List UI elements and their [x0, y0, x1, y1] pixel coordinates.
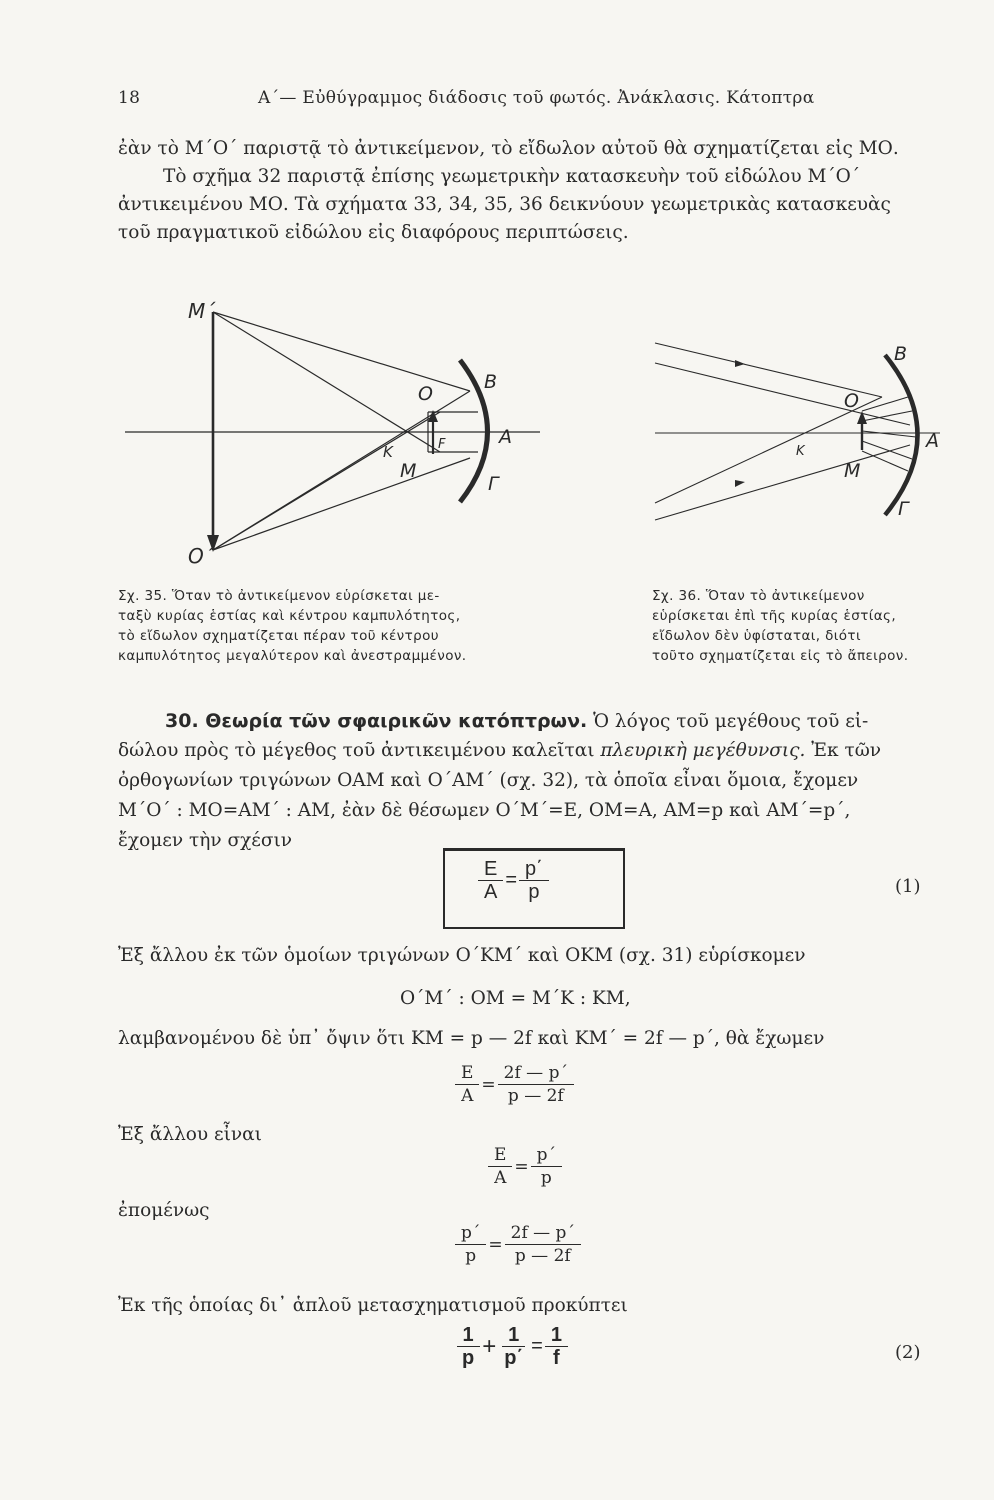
- equation-4: [455, 1222, 581, 1267]
- eq4-den-right: p — 2f: [514, 1246, 571, 1266]
- eq4-num-left: p΄: [455, 1222, 486, 1245]
- text-from-which: Ἐκ τῆς ὁποίας δι᾿ ἁπλοῦ μετασχηματισμοῦ προκύπτει: [118, 1295, 628, 1316]
- eq5-equals: =: [531, 1335, 543, 1357]
- eq4-num-right: 2f — p΄: [505, 1222, 581, 1245]
- equation-3: [488, 1144, 562, 1189]
- section-30-line-5: ἔχομεν τὴν σχέσιν: [118, 830, 293, 851]
- eq5-n3: 1: [545, 1324, 568, 1347]
- fig35-label-b: B: [484, 371, 498, 393]
- fig36-caption-line: εἴδωλον δὲν ὑφίσταται, διότι: [652, 628, 861, 644]
- text-taking-into-account: λαμβανομένου δὲ ὑπ᾿ ὄψιν ὅτι ΚΜ = p — 2f καὶ ΚΜ΄ = 2f — p΄, θὰ ἔχωμεν: [118, 1028, 825, 1049]
- intro-line-3: ἀντικειμένου ΜΟ. Τὰ σχήματα 33, 34, 35, 36 δεικνύουν γεωμετρικὰς κατασκευὰς: [118, 194, 891, 215]
- equation-2-number: (2): [895, 1342, 921, 1363]
- section-30-line-2a: δώλου πρὸς τὸ μέγεθος τοῦ ἀντικειμένου καλεῖται: [118, 740, 595, 761]
- running-title: Α΄— Εὐθύγραμμος διάδοσις τοῦ φωτός. Ἀνάκλασις. Κάτοπτρα: [258, 88, 815, 108]
- fig36-ray-1: [655, 343, 882, 397]
- fig36-ray-5: [862, 397, 908, 411]
- fig35-label-o-prime: Ο΄: [188, 544, 214, 568]
- eq2-equals: =: [481, 1074, 496, 1095]
- eq1-num-left: E: [478, 858, 503, 881]
- text-similar-triangles: Ἐξ ἄλλου ἐκ τῶν ὁμοίων τριγώνων Ο΄ΚΜ΄ καὶ ΟΚΜ (σχ. 31) εὑρίσκομεν: [118, 945, 806, 966]
- equation-2-lens-formula: [456, 1324, 568, 1369]
- equation-2: [455, 1062, 574, 1107]
- fig36-label-a: A: [926, 430, 939, 452]
- fig36-ray-7: [862, 431, 916, 437]
- fig35-caption-line: ταξὺ κυρίας ἑστίας καὶ κέντρου καμπυλότητος,: [118, 608, 461, 624]
- intro-line-4: τοῦ πραγματικοῦ εἰδώλου εἰς διαφόρους περιπτώσεις.: [118, 222, 629, 243]
- fig35-caption-line: καμπυλότητος μεγαλύτερον καὶ ἀνεστραμμένον.: [118, 648, 467, 664]
- equation-1: [478, 858, 549, 903]
- section-30-line-3: ὀρθογωνίων τριγώνων ΟΑΜ καὶ Ο΄ΑΜ΄ (σχ. 32), τὰ ὁποῖα εἶναι ὅμοια, ἔχομεν: [118, 770, 859, 791]
- equation-1-number: (1): [895, 876, 921, 897]
- fig35-caption-line: Σχ. 35. Ὅταν τὸ ἀντικείμενον εὑρίσκεται με-: [118, 588, 440, 604]
- fig36-ray-9: [862, 451, 908, 471]
- eq5-d3: f: [553, 1347, 560, 1369]
- fig35-label-m-prime: Μ΄: [188, 299, 216, 323]
- section-30-line-1-rest: Ὁ λόγος τοῦ μεγέθους τοῦ εἰ-: [593, 711, 869, 732]
- eq4-equals: =: [488, 1234, 503, 1255]
- eq2-den-right: p — 2f: [507, 1086, 564, 1106]
- eq1-den-right: p: [528, 881, 540, 903]
- eq3-num-right: p΄: [531, 1144, 562, 1167]
- eq1-equals: =: [505, 869, 518, 891]
- figure-36: [640, 325, 970, 525]
- section-heading: 30. Θεωρία τῶν σφαιρικῶν κατόπτρων.: [165, 710, 588, 732]
- fig36-caption-line: εὑρίσκεται ἐπὶ τῆς κυρίας ἑστίας,: [652, 608, 897, 624]
- fig36-label-b: B: [894, 343, 908, 365]
- section-30-line-2: [118, 740, 962, 761]
- fig35-label-gamma: Γ: [488, 473, 499, 495]
- section-30-line-2b: Ἐκ τῶν: [811, 740, 882, 761]
- section-30-line-4: Μ΄Ο΄ : ΜΟ=ΑΜ΄ : ΑΜ, ἐὰν δὲ θέσωμεν Ο΄Μ΄=Ε, ΟΜ=Α, ΑΜ=p καὶ ΑΜ΄=p΄,: [118, 800, 851, 821]
- fig35-caption-line: τὸ εἴδωλον σχηματίζεται πέραν τοῦ κέντρου: [118, 628, 439, 644]
- fig36-label-m: M: [844, 460, 861, 482]
- eq4-den-left: p: [465, 1246, 477, 1266]
- fig35-ray-2: [213, 312, 470, 391]
- fig36-caption-line: Σχ. 36. Ὅταν τὸ ἀντικείμενον: [652, 588, 865, 604]
- fig35-label-m: M: [400, 460, 417, 482]
- eq3-den-left: A: [494, 1168, 507, 1188]
- eq1-num-right: p΄: [519, 858, 549, 881]
- eq5-n2: 1: [502, 1324, 525, 1347]
- fig35-label-f: F: [438, 437, 446, 452]
- eq2-num-left: E: [455, 1062, 479, 1085]
- figure-35: [110, 280, 550, 580]
- eq2-den-left: A: [461, 1086, 474, 1106]
- fig35-label-k: K: [383, 443, 393, 461]
- fig36-ray-4: [655, 445, 910, 520]
- eq2-num-right: 2f — p΄: [498, 1062, 574, 1085]
- fig36-label-o: O: [844, 390, 859, 412]
- eq1-den-left: A: [484, 881, 498, 903]
- fig36-ray-8: [862, 441, 912, 459]
- page-number: 18: [118, 88, 141, 108]
- fig36-label-k: K: [796, 444, 805, 459]
- eq3-den-right: p: [540, 1168, 552, 1188]
- text-therefore: ἐπομένως: [118, 1200, 210, 1221]
- fig36-caption-line: τοῦτο σχηματίζεται εἰς τὸ ἄπειρον.: [652, 648, 909, 664]
- fig36-label-gamma: Γ: [898, 498, 909, 520]
- eq3-num-left: E: [488, 1144, 512, 1167]
- equation-ratio: Ο΄Μ΄ : ΟΜ = Μ΄Κ : ΚΜ,: [400, 988, 631, 1009]
- eq5-plus: +: [482, 1332, 497, 1360]
- fig36-ray-arrowhead-1: [735, 360, 745, 367]
- eq3-equals: =: [514, 1156, 529, 1177]
- fig36-ray-arrowhead-2: [735, 480, 745, 487]
- text-on-the-other-hand: Ἐξ ἄλλου εἶναι: [118, 1124, 262, 1145]
- eq5-d1: p: [462, 1347, 475, 1369]
- section-30-line-1: [165, 710, 965, 732]
- eq5-n1: 1: [457, 1324, 480, 1347]
- intro-line-1: ἐὰν τὸ Μ΄Ο΄ παριστᾷ τὸ ἀντικείμενον, τὸ εἴδωλον αὐτοῦ θὰ σχηματίζεται εἰς ΜΟ.: [118, 138, 899, 159]
- intro-line-2: Τὸ σχῆμα 32 παριστᾷ ἐπίσης γεωμετρικὴν κατασκευὴν τοῦ εἰδώλου Μ΄Ο΄: [163, 166, 861, 187]
- fig35-label-a: A: [499, 426, 512, 448]
- fig36-caption: [652, 586, 952, 666]
- eq5-d2: p΄: [504, 1347, 524, 1369]
- lateral-magnification-term: πλευρικὴ μεγέθυνσις.: [600, 740, 806, 761]
- fig35-label-o: O: [418, 383, 433, 405]
- fig35-caption: [118, 586, 538, 666]
